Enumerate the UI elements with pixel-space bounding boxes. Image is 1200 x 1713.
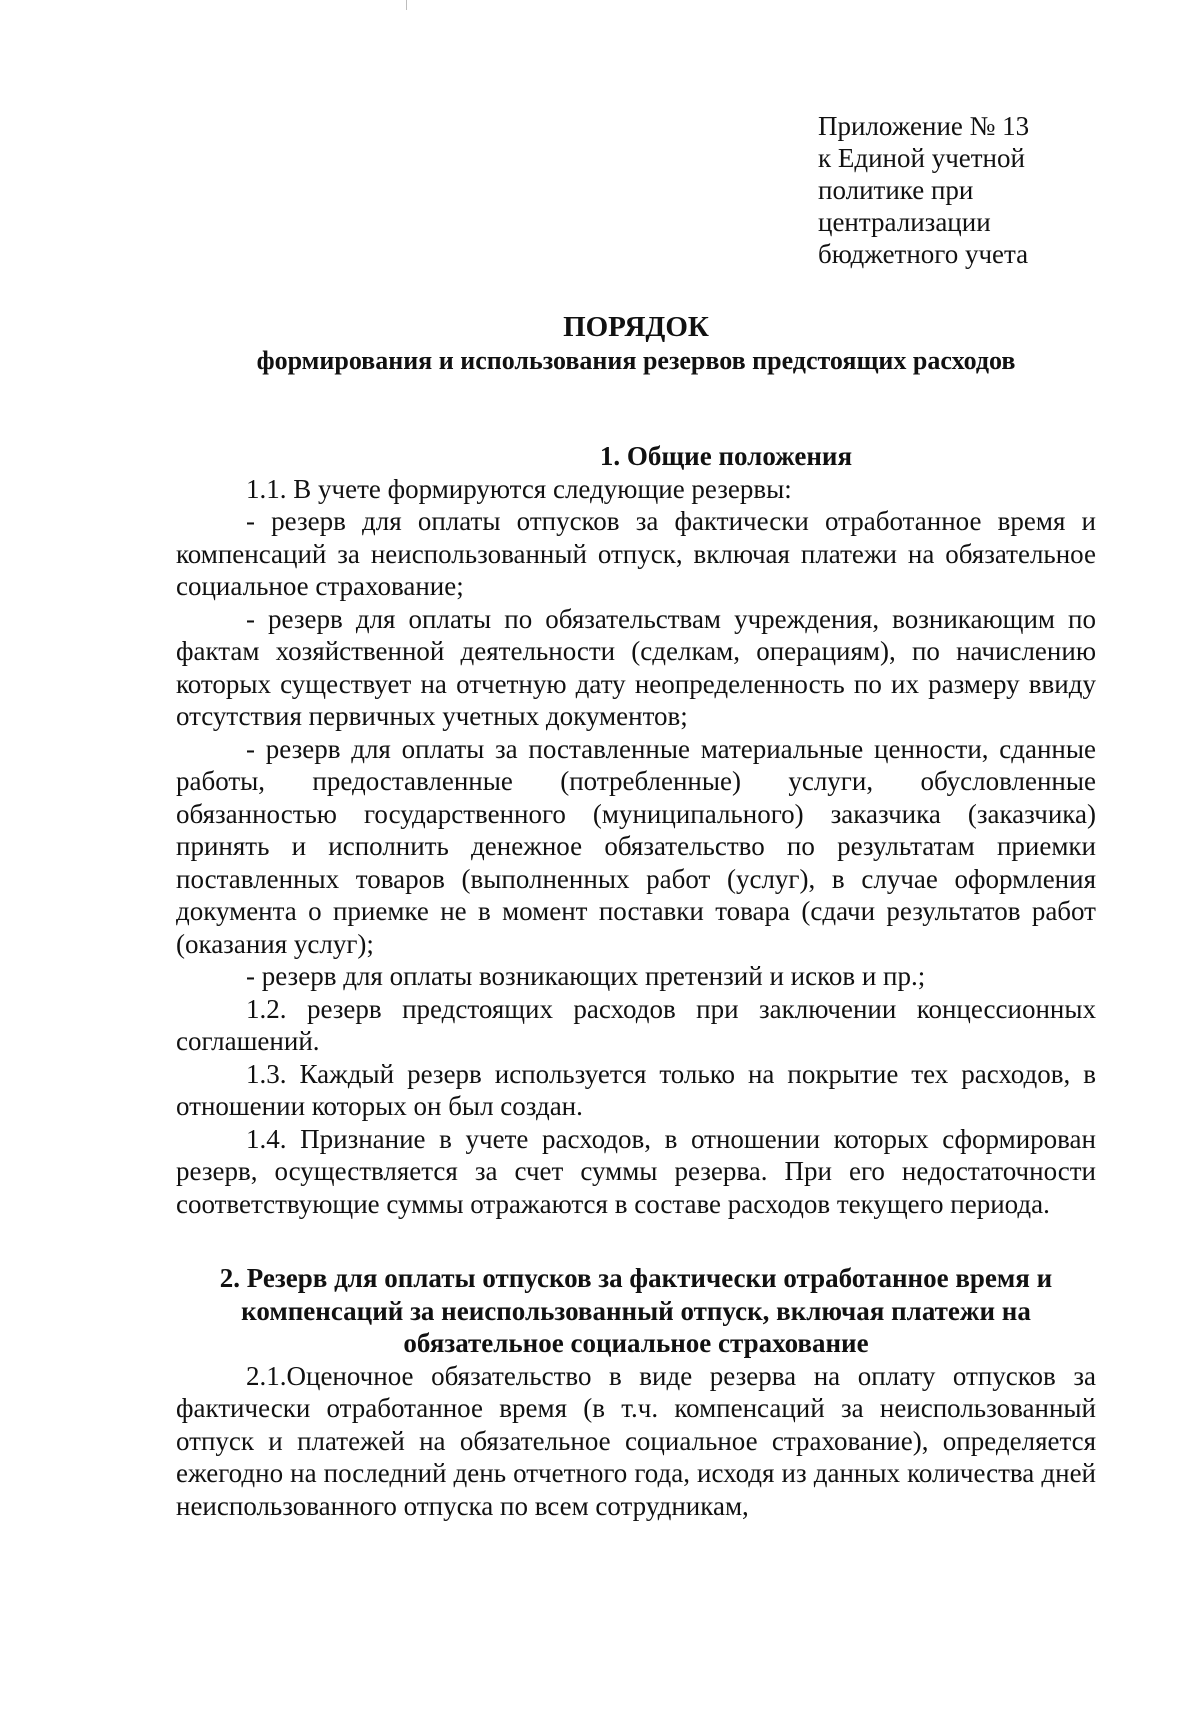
document-subtitle: формирования и использования резервов предстоящих расходов — [256, 346, 1016, 375]
paragraph-1-1: 1.1. В учете формируются следующие резервы: — [246, 473, 792, 504]
paragraph-1-2: 1.2. резерв предстоящих расходов при заключении концессионных соглашений. — [176, 993, 1096, 1056]
appendix-line: политике при — [818, 175, 974, 205]
paragraph-1-4: 1.4. Признание в учете расходов, в отношении которых сформирован резерв, осуществляется за счет суммы резерва. При его недостаточности соответствующие суммы отражаются в составе расходов текущего периода. — [176, 1123, 1096, 1219]
paragraph-reserve-claims: - резерв для оплаты возникающих претензий и исков и пр.; — [246, 961, 926, 991]
appendix-note — [818, 110, 1158, 270]
scan-artifact-line — [406, 0, 407, 10]
paragraph-2-1: 2.1.Оценочное обязательство в виде резерва на оплату отпусков за фактически отработанное время (в т.ч. компенсаций за неиспользованный отпуск и платежей на обязательное социальное страхование), определяется ежегодно на последний день отчетного года, исходя из данных количества дней неиспользованного отпуска по всем сотрудникам, — [176, 1360, 1096, 1521]
document-title: ПОРЯДОК — [563, 311, 709, 343]
section-2-heading-line: обязательное социальное страхование — [403, 1328, 869, 1358]
section-2-heading-line: компенсаций за неиспользованный отпуск, включая платежи на — [241, 1295, 1031, 1326]
paragraph-reserve-obligations: - резерв для оплаты по обязательствам учреждения, возникающим по фактам хозяйственной деятельности (сделкам, операциям), по начислению которых существует на отчетную дату неопределенность по их размеру ввиду отсутствия первичных учетных документов; — [176, 603, 1096, 731]
document-body — [176, 440, 1096, 1522]
paragraph-reserve-supplies: - резерв для оплаты за поставленные материальные ценности, сданные работы, предоставленные (потребленные) услуги, обусловленные обязанностью государственного (муниципального) заказчика (заказчика) принять и исполнить денежное обязательство по результатам приемки поставленных товаров (выполненных работ (услуг), в случае оформления документа о приемке не в момент поставки товара (сдачи результатов работ (оказания услуг); — [176, 733, 1096, 959]
appendix-line: бюджетного учета — [818, 239, 1029, 269]
section-1-heading: 1. Общие положения — [599, 441, 853, 471]
paragraph-1-3: 1.3. Каждый резерв используется только на покрытие тех расходов, в отношении которых он был создан. — [176, 1058, 1096, 1121]
section-2-heading-line: 2. Резерв для оплаты отпусков за фактически отработанное время и — [219, 1263, 1053, 1293]
appendix-line: централизации — [818, 207, 991, 237]
appendix-line: к Единой учетной — [818, 143, 1025, 173]
appendix-line: Приложение № 13 — [818, 111, 1030, 141]
section-2-heading — [176, 1262, 1096, 1360]
paragraph-reserve-vacations: - резерв для оплаты отпусков за фактически отработанное время и компенсаций за неиспользованный отпуск, включая платежи на обязательное социальное страхование; — [176, 506, 1096, 601]
